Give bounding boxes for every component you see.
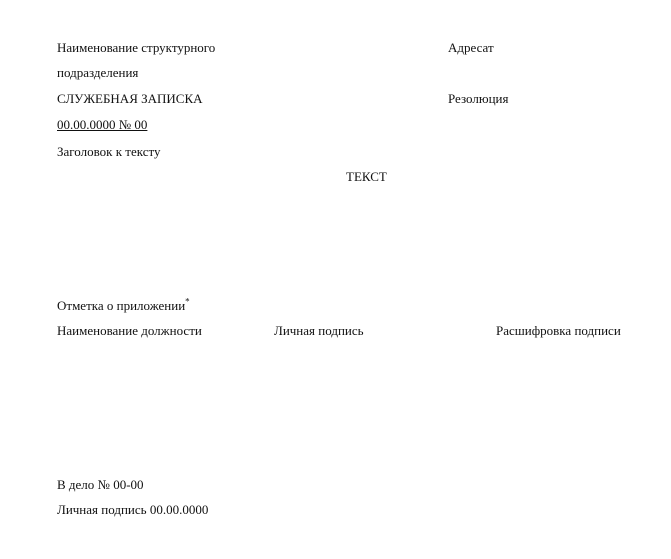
- department-name-line1: Наименование структурного: [57, 40, 216, 55]
- date-and-number: 00.00.0000 № 00: [57, 117, 148, 132]
- text-heading: Заголовок к тексту: [57, 144, 161, 159]
- personal-signature: Личная подпись: [274, 323, 364, 338]
- department-name-line2: подразделения: [57, 65, 139, 80]
- document-type: СЛУЖЕБНАЯ ЗАПИСКА: [57, 91, 203, 106]
- resolution: Резолюция: [448, 91, 509, 106]
- signature-decoding: Расшифровка подписи: [496, 323, 621, 338]
- position-title: Наименование должности: [57, 323, 202, 338]
- file-note: В дело № 00-00: [57, 477, 144, 492]
- signature-and-date: Личная подпись 00.00.0000: [57, 502, 209, 517]
- attachment-note: [57, 296, 190, 313]
- body-text: ТЕКСТ: [346, 169, 387, 184]
- addressee: Адресат: [448, 40, 494, 55]
- attachment-footnote-marker: *: [185, 296, 190, 307]
- attachment-note-label: Отметка о приложении: [57, 298, 186, 313]
